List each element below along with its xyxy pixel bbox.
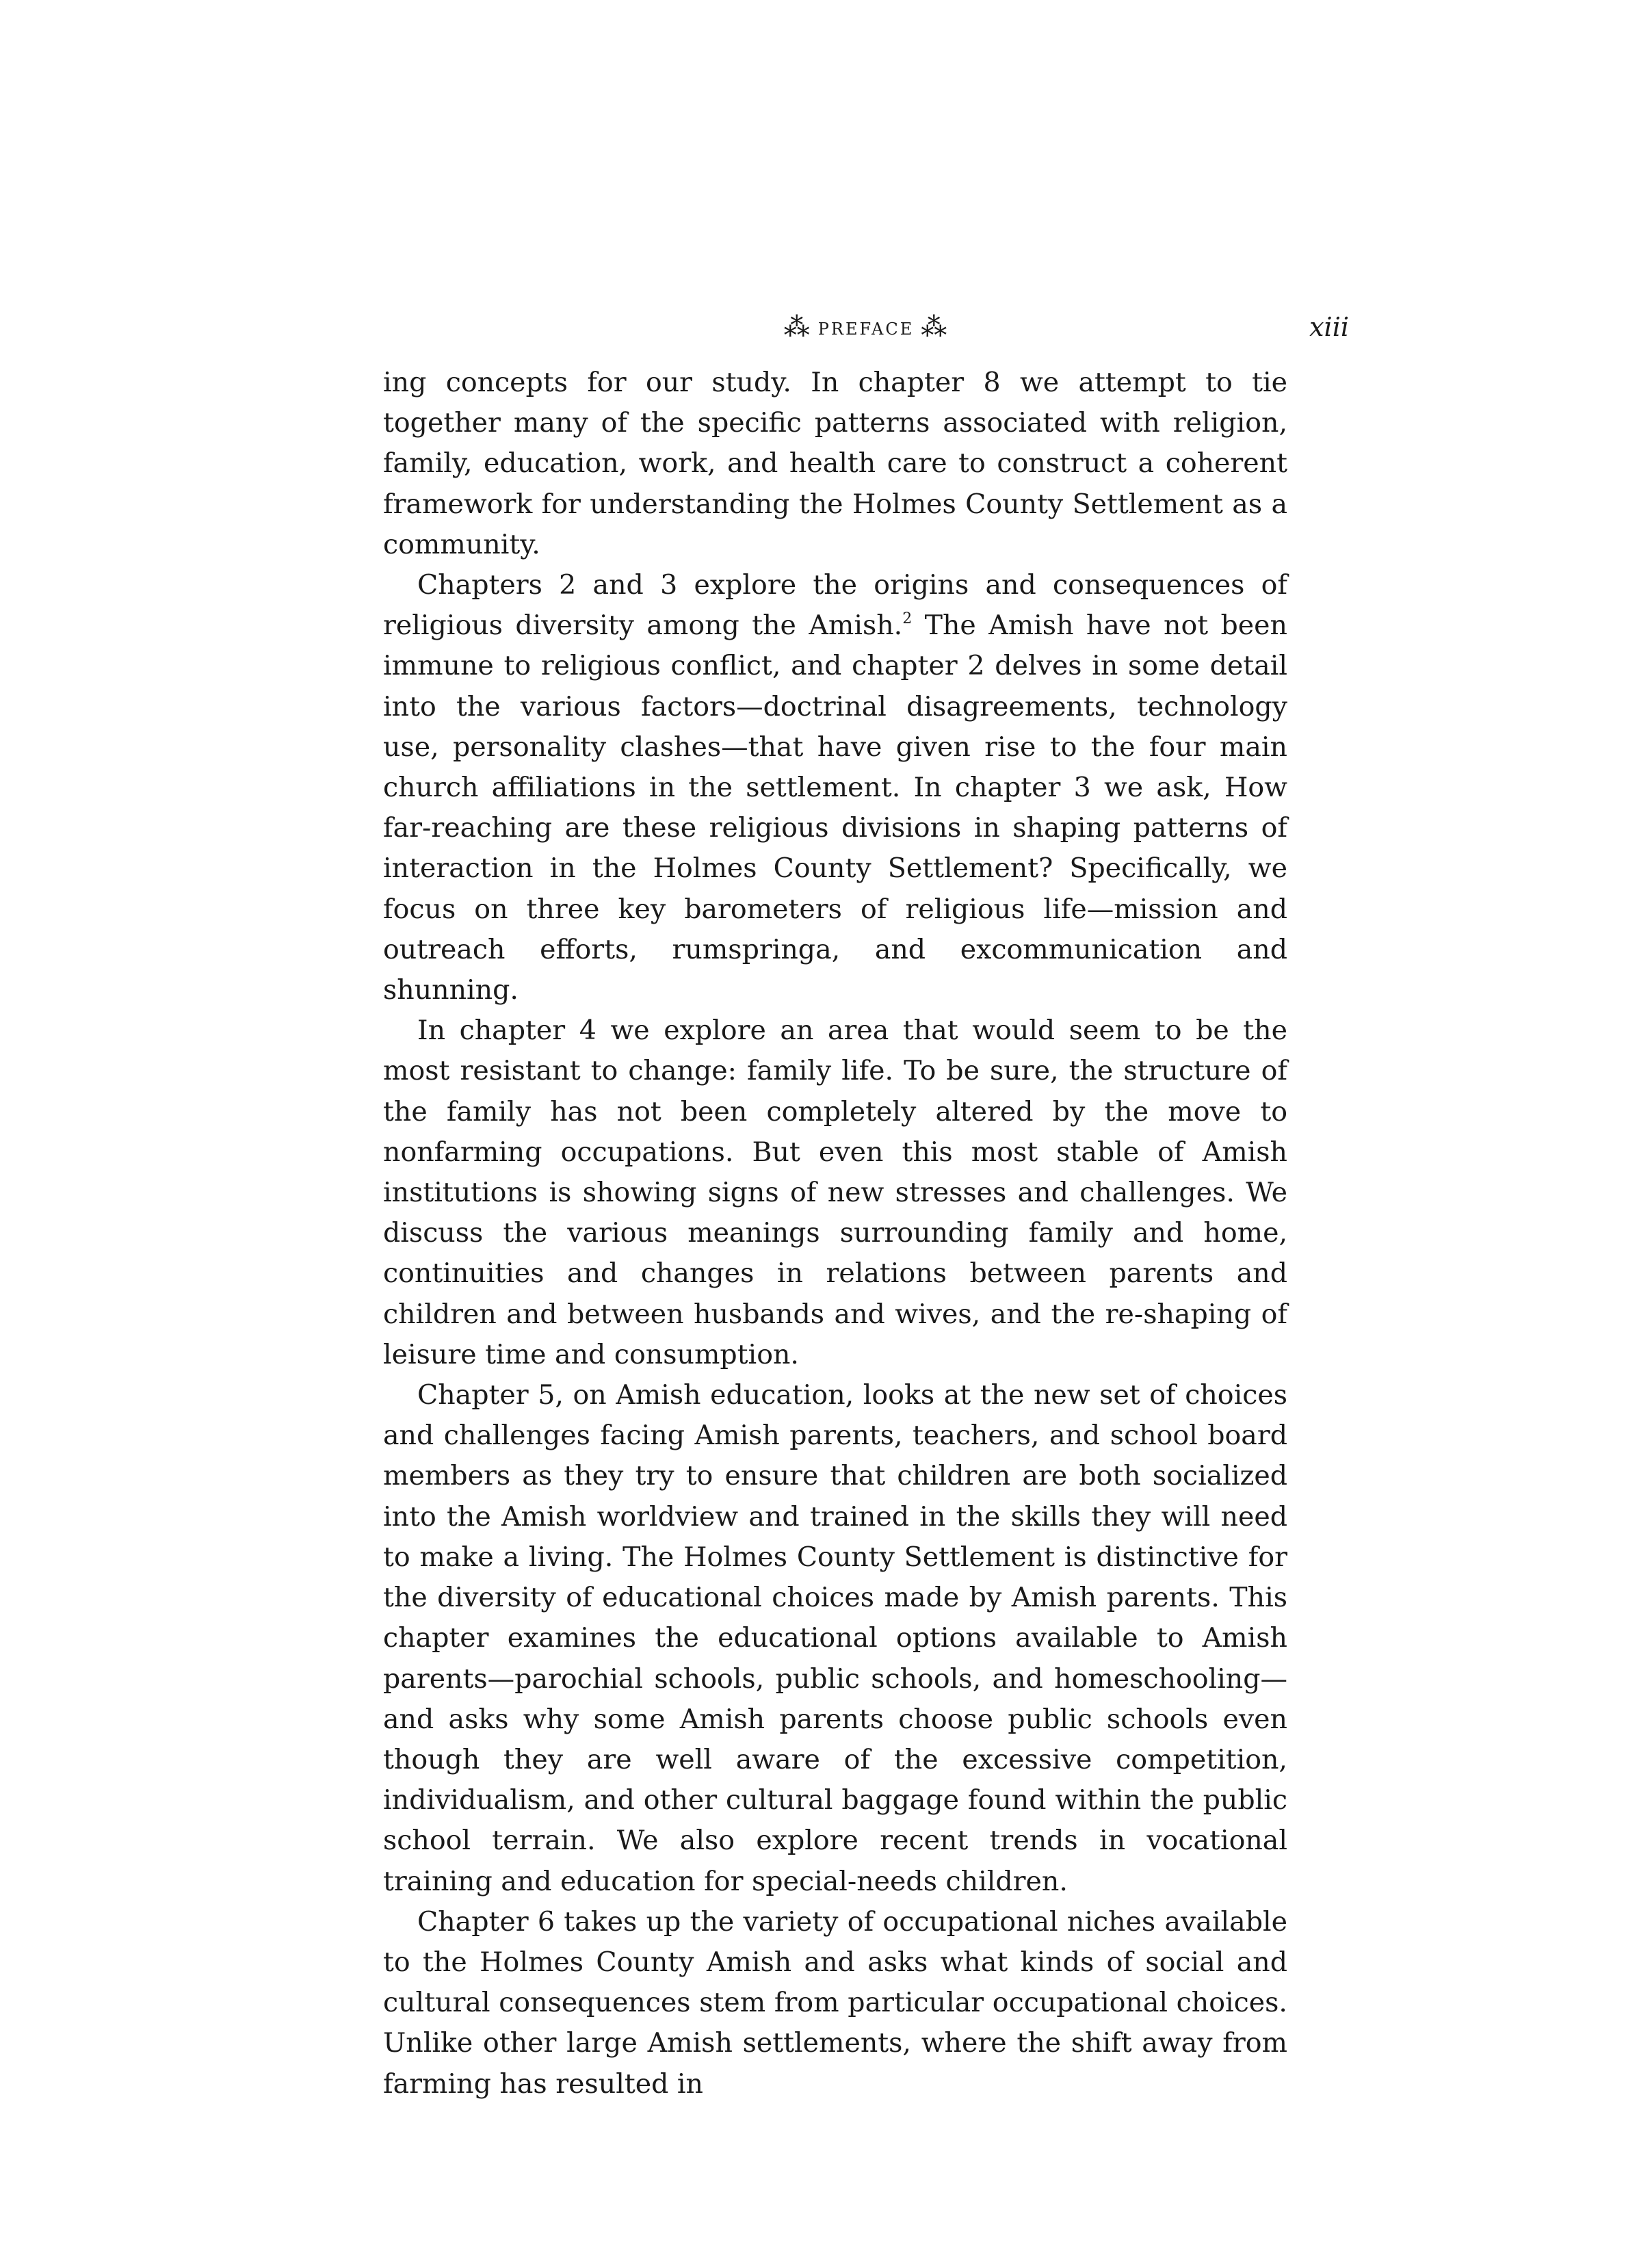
footnote-marker: 2 bbox=[902, 610, 913, 628]
paragraph-4: Chapter 5, on Amish education, looks at the new set of choices and challenges facing Amish parents, teachers, and school board members as they try to ensure that children are both socialized into the Amish worldview and trained in the skills they will need to make a living. The Holmes County Settlement is distinctive for the diversity of educational choices made by Amish parents. This chapter examines the educational options available to Amish parents—parochial schools, public schools, and homeschooling—and asks why some Amish parents choose public schools even though they are well aware of the excessive competition, individualism, and other cultural baggage found within the public school terrain. We also explore recent trends in vocational training and education for special-needs children. bbox=[383, 1379, 1287, 1897]
ornament-right-icon: ⁂ bbox=[921, 312, 949, 342]
paragraph-2-text-end: The Amish have not been immune to religious conflict, and chapter 2 delves in some detail into the various factors—doctrinal disagreements, technology use, personality clashes—that have given rise to the four main church affiliations in the settlement. In chapter 3 we ask, How far-reaching are these religious divisions in shaping patterns of interaction in the Holmes County Settlement? Specifically, we focus on three key barometers of religious life—mission and outreach efforts, rumspringa, and excommunication and shunning. bbox=[383, 610, 1287, 1006]
paragraph-5: Chapter 6 takes up the variety of occupational niches available to the Holmes County Amish and asks what kinds of social and cultural consequences stem from particular occupational choices. Unlike other large Amish settlements, where the shift away from farming has resulted in bbox=[383, 1905, 1287, 2100]
running-head-title: preface bbox=[817, 313, 915, 341]
paragraph-2-text-start: Chapters 2 and 3 explore the origins and consequences of religious diversity among the Amish. bbox=[383, 569, 1287, 642]
body-text bbox=[383, 363, 1287, 2104]
paragraph-2 bbox=[383, 565, 1287, 1011]
paragraph-3: In chapter 4 we explore an area that would seem to be the most resistant to change: family life. To be sure, the structure of the family has not been completely altered by the move to nonfarming occupations. But even this most stable of Amish institutions is showing signs of new stresses and challenges. We discuss the various meanings surrounding family and home, continuities and changes in relations between parents and children and between husbands and wives, and the re-shaping of leisure time and consumption. bbox=[383, 1015, 1287, 1370]
running-head-title-group bbox=[383, 307, 1349, 349]
page-number: xiii bbox=[1309, 312, 1349, 342]
ornament-left-icon: ⁂ bbox=[783, 312, 811, 342]
paragraph-1: ing concepts for our study. In chapter 8 we attempt to tie together many of the specific patterns associated with religion, family, education, work, and health care to construct a coherent framework for understanding the Holmes County Settlement as a community. bbox=[383, 367, 1287, 560]
running-head bbox=[383, 307, 1349, 348]
